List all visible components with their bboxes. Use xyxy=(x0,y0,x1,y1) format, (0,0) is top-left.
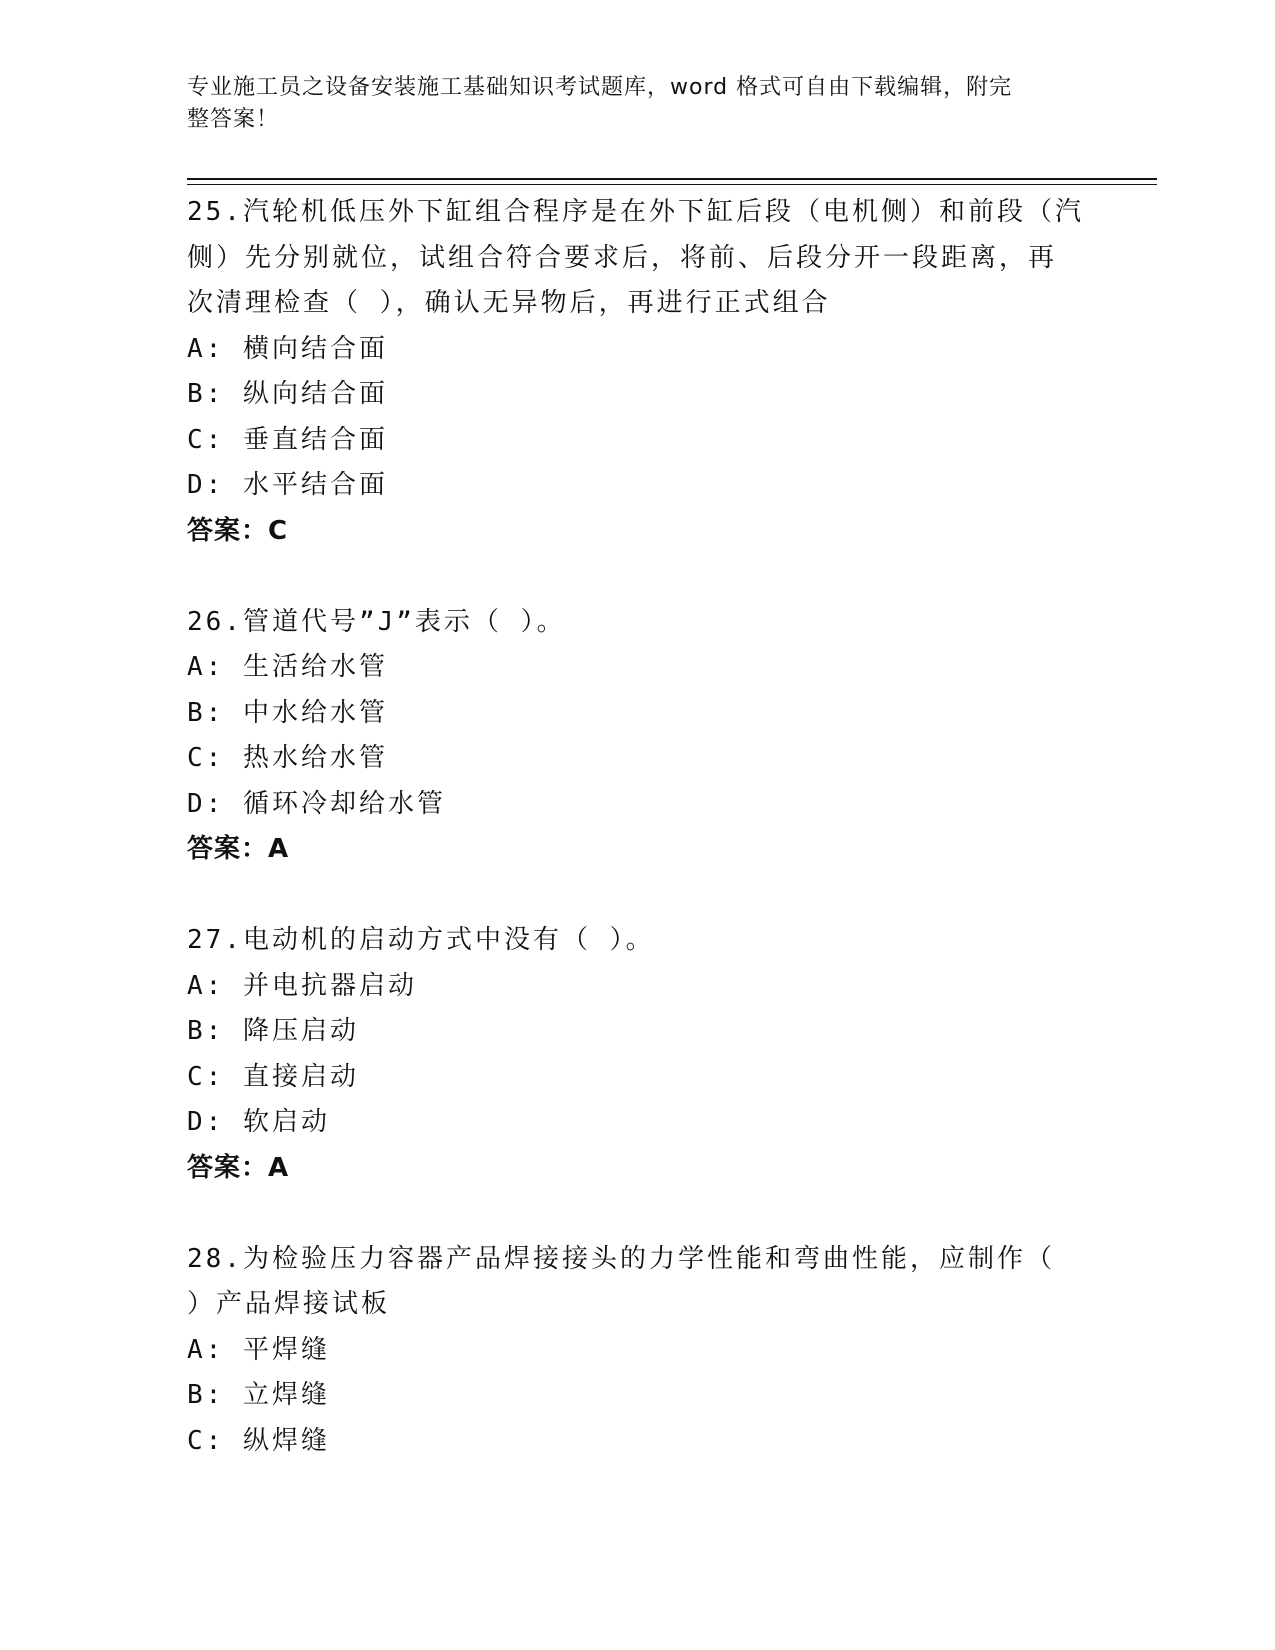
question-text-line: 次清理检查（ ），确认无异物后，再进行正式组合 xyxy=(187,288,831,318)
document-header xyxy=(187,72,1087,136)
option-b: B: 中水给水管 xyxy=(187,697,388,728)
question-26 xyxy=(187,600,1087,873)
header-line-2: 整答案！ xyxy=(187,107,280,132)
question-text-line: 27.电动机的启动方式中没有（ ）。 xyxy=(187,925,655,955)
question-spacer xyxy=(187,873,1087,919)
option-d: D: 水平结合面 xyxy=(187,470,388,500)
option-c: C: 直接启动 xyxy=(187,1061,359,1092)
answer: 答案：A xyxy=(187,834,290,864)
question-spacer xyxy=(187,554,1087,600)
option-c: C: 垂直结合面 xyxy=(187,424,388,455)
option-a: A: 平焊缝 xyxy=(187,1334,330,1365)
question-text-line: 26.管道代号”J”表示（ ）。 xyxy=(187,606,566,637)
option-c: C: 纵焊缝 xyxy=(187,1425,330,1456)
option-d: D: 循环冷却给水管 xyxy=(187,788,446,819)
option-b: B: 降压启动 xyxy=(187,1016,359,1046)
question-text-line: 侧）先分别就位，试组合符合要求后，将前、后段分开一段距离，再 xyxy=(187,242,1058,273)
option-d: D: 软启动 xyxy=(187,1107,330,1137)
question-list xyxy=(187,190,1087,1464)
question-spacer xyxy=(187,1191,1087,1237)
question-text-line: ）产品焊接试板 xyxy=(187,1289,391,1319)
option-c: C: 热水给水管 xyxy=(187,743,388,773)
question-28 xyxy=(187,1237,1087,1465)
question-text-line: 25.汽轮机低压外下缸组合程序是在外下缸后段（电机侧）和前段（汽 xyxy=(187,197,1084,227)
question-25 xyxy=(187,190,1087,554)
option-b: B: 立焊缝 xyxy=(187,1380,330,1410)
question-27 xyxy=(187,918,1087,1191)
header-divider-thick xyxy=(187,178,1157,180)
option-a: A: 生活给水管 xyxy=(187,652,388,682)
option-a: A: 并电抗器启动 xyxy=(187,970,417,1001)
option-b: B: 纵向结合面 xyxy=(187,379,388,409)
question-text-line: 28.为检验压力容器产品焊接接头的力学性能和弯曲性能，应制作（ xyxy=(187,1243,1055,1274)
header-line-1: 专业施工员之设备安装施工基础知识考试题库，word 格式可自由下载编辑，附完 xyxy=(187,75,1013,100)
option-a: A: 横向结合面 xyxy=(187,333,388,364)
answer: 答案：A xyxy=(187,1152,290,1183)
header-divider-thin xyxy=(187,184,1157,185)
answer: 答案：C xyxy=(187,515,289,546)
